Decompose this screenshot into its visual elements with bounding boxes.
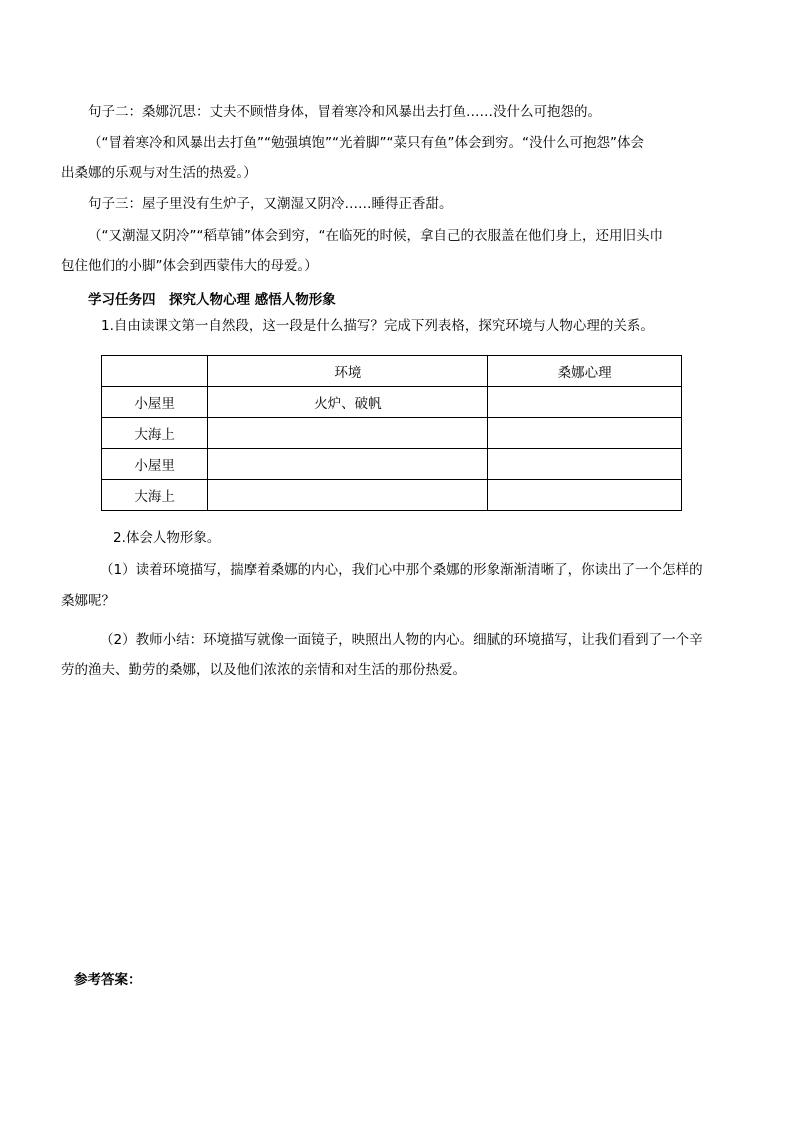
table-row — [102, 418, 682, 449]
table-row — [102, 449, 682, 480]
table-header-cell — [102, 356, 208, 387]
table-cell-psychology — [488, 480, 682, 511]
table-row-label: 小屋里 — [102, 387, 208, 418]
table-row-label: 大海上 — [102, 480, 208, 511]
task-four-heading: 学习任务四 探究人物心理 感悟人物形象 — [88, 292, 336, 308]
table-row — [102, 387, 682, 418]
sentence-two-note-line2: 出桑娜的乐观与对生活的热爱。） — [61, 165, 257, 181]
table-cell-psychology — [488, 449, 682, 480]
table-cell-environment: 火炉、破帆 — [208, 387, 488, 418]
table-cell-environment — [208, 418, 488, 449]
sentence-two-note-line1: （“冒着寒冷和风暴出去打鱼”“勉强填饱”“光着脚”“菜只有鱼”体会到穷。“没什么可抱怨”体会 — [88, 135, 644, 151]
question-two-part2-line2: 劳的渔夫、勤劳的桑娜，以及他们浓浓的亲情和对生活的那份热爱。 — [61, 662, 466, 678]
table-cell-environment — [208, 449, 488, 480]
environment-psychology-table — [101, 355, 682, 511]
table-cell-psychology — [488, 418, 682, 449]
question-two-part2-line1: （2）教师小结：环境描写就像一面镜子，映照出人物的内心。细腻的环境描写，让我们看到了一个辛 — [100, 632, 703, 648]
table-header-cell: 环境 — [208, 356, 488, 387]
table-cell-psychology — [488, 387, 682, 418]
sentence-three-note-line1: （“又潮湿又阴冷”“稻草铺”体会到穷，“在临死的时候，拿自己的衣服盖在他们身上，还用旧头巾 — [88, 228, 663, 244]
sentence-three-note-line2: 包住他们的小脚”体会到西蒙伟大的母爱。） — [61, 258, 318, 274]
table-row-label: 小屋里 — [102, 449, 208, 480]
question-two-part1-line1: （1）读着环境描写，揣摩着桑娜的内心，我们心中那个桑娜的形象渐渐清晰了，你读出了一个怎样的 — [100, 562, 703, 578]
sentence-two: 句子二：桑娜沉思：丈夫不顾惜身体，冒着寒冷和风暴出去打鱼……没什么可抱怨的。 — [88, 104, 601, 120]
table-cell-environment — [208, 480, 488, 511]
table-row — [102, 480, 682, 511]
reference-answers-heading: 参考答案： — [74, 972, 142, 988]
sentence-three: 句子三：屋子里没有生炉子，又潮湿又阴冷……睡得正香甜。 — [88, 196, 453, 212]
table-row-label: 大海上 — [102, 418, 208, 449]
table-header-row — [102, 356, 682, 387]
question-two-part1-line2: 桑娜呢？ — [61, 593, 115, 609]
question-one: 1.自由读课文第一自然段，这一段是什么描写？完成下列表格，探究环境与人物心理的关系。 — [101, 318, 654, 334]
table-header-cell: 桑娜心理 — [488, 356, 682, 387]
question-two: 2.体会人物形象。 — [113, 530, 221, 546]
